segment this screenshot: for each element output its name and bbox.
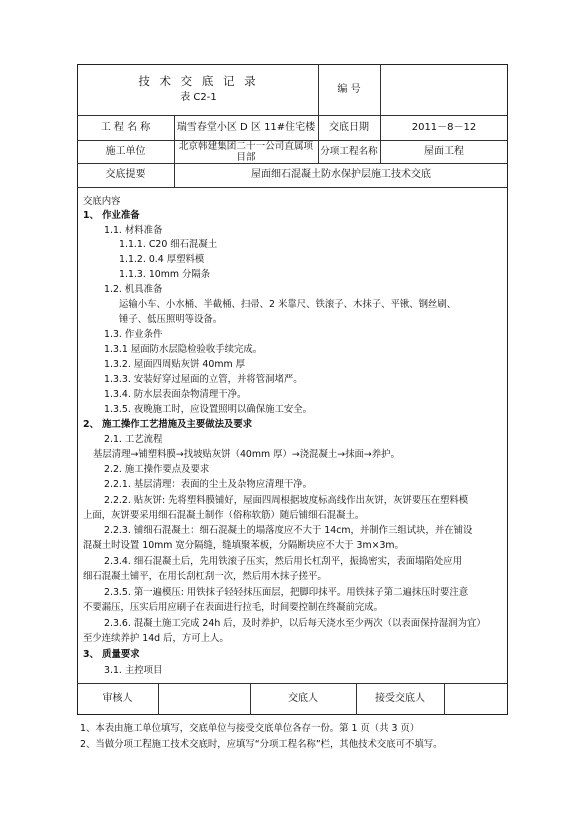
list-item: 2.3.5. 第一遍模压: 用铁抹子轻轻抹压面层，把脚印抹平。用铁抹子第二遍抹压时要注意: [104, 587, 469, 598]
section-heading: 2、 施工操作工艺措施及主要做法及要求: [83, 419, 253, 430]
paragraph-line: 细石混凝土铺平，在用长刮杠刮一次，然后用木抹子搓平。: [83, 571, 327, 582]
subsection-heading: 1.3. 作业条件: [104, 329, 163, 340]
list-item: 1.1.1. C20 细石混凝土: [119, 239, 218, 250]
form-number: 表 C2-1: [180, 92, 217, 103]
section-heading: 3、 质量要求: [83, 649, 140, 660]
disclosure-date-value[interactable]: 2011－8－12: [411, 121, 477, 133]
paragraph-line: 混凝土时设置 10mm 宽分隔缝，缝填聚苯板，分隔断块应不大于 3m×3m。: [83, 540, 404, 551]
footer-note: 2、当做分项工程施工技术交底时，应填写“分项工程名称”栏，其他技术交底可不填写。: [80, 739, 443, 750]
project-name-value[interactable]: 瑞雪春堂小区 D 区 11#住宅楼: [176, 121, 316, 133]
contractor-label: 施工单位: [105, 145, 146, 157]
number-value[interactable]: [380, 64, 508, 115]
footer-note: 1、本表由施工单位填写，交底单位与接受交底单位各存一份。第 1 页（共 3 页）: [80, 723, 420, 734]
list-item: 2.2.2. 贴灰饼: 先将塑料膜铺好，屋面四周根据坡度标高线作出灰饼，灰饼要压在塑料模: [104, 495, 469, 506]
summary-label: 交底提要: [105, 169, 146, 180]
paragraph-line: 锤子、低压照明等设备。: [119, 314, 223, 325]
contractor-value[interactable]: 北京韩建集团二十一公司直属项目部: [178, 140, 314, 163]
subproject-name-label: 分项工程名称: [320, 145, 378, 157]
receiver-value[interactable]: [444, 683, 508, 715]
subproject-name-value[interactable]: 屋面工程: [424, 145, 464, 157]
list-item: 2.3.6. 混凝土施工完成 24h 后，及时养护，以后每天浇水至少两次（以表面保持湿润为宜）: [104, 618, 486, 629]
list-item: 1.3.4. 防水层表面杂物清理干净。: [104, 389, 247, 400]
paragraph-line: 运输小车、小水桶、半截桶、扫帚、2 米靠尺、铁滚子、木抹子、平锹、钢丝刷、: [119, 299, 457, 310]
reviewer-label: 审核人: [102, 693, 133, 704]
subsection-heading: 1.2. 机具准备: [104, 284, 163, 295]
subsection-heading: 3.1. 主控项目: [104, 665, 163, 676]
content-heading: 交底内容: [83, 196, 121, 207]
subsection-heading: 2.1. 工艺流程: [104, 434, 163, 445]
list-item: 1.1.2. 0.4 厚塑料模: [119, 254, 205, 265]
list-item: 1.3.5. 夜晚施工时，应设置照明以确保施工安全。: [104, 404, 312, 415]
list-item: 2.2.3. 铺细石混凝土：细石混凝土的塌落度应不大于 14cm，并制作三组试块，并在铺设: [104, 525, 473, 536]
receiver-label: 接受交底人: [375, 693, 425, 704]
disclosure-date-label: 交底日期: [329, 121, 369, 133]
paragraph-line: 上面，灰饼要采用细石混凝土制作（俗称软筋）随后铺细石混凝土。: [83, 510, 365, 521]
list-item: 1.3.2. 屋面四周贴灰饼 40mm 厚: [104, 359, 245, 370]
list-item: 2.3.4. 细石混凝土后，先用铁滚子压实，然后用长杠刮平，振捣密实，表面塌陷处应用: [104, 556, 462, 567]
reviewer-value[interactable]: [158, 683, 250, 715]
list-item: 1.1.3. 10mm 分隔条: [119, 269, 211, 280]
paragraph-line: 基层清理→铺塑料膜→找坡贴灰饼（40mm 厚）→浇混凝土→抹面→养护。: [93, 449, 400, 460]
list-item: 1.3.3. 安装好穿过屋面的立管，并将管洞堵严。: [104, 374, 303, 385]
paragraph-line: 不要漏压，压实后用应刷子在表面进行拉毛，时间要控制在终凝前完成。: [83, 602, 384, 613]
number-label: 编 号: [337, 83, 361, 95]
row-divider: [77, 187, 508, 188]
list-item: 1.3.1 屋面防水层隐检验收手续完成。: [104, 344, 263, 355]
subsection-heading: 2.2. 施工操作要点及要求: [104, 464, 210, 475]
summary-value[interactable]: 屋面细石混凝土防水保护层施工技术交底: [251, 169, 431, 180]
list-item: 2.2.1. 基层清理：表面的尘土及杂物应清理干净。: [104, 479, 312, 490]
form-title: 技 术 交 底 记 录: [138, 74, 259, 89]
project-name-label: 工 程 名 称: [100, 121, 151, 133]
discloser-label: 交底人: [288, 693, 318, 704]
subsection-heading: 1.1. 材料准备: [104, 225, 163, 236]
paragraph-line: 至少连续养护 14d 后，方可上人。: [83, 633, 229, 644]
section-heading: 1、 作业准备: [83, 210, 140, 221]
